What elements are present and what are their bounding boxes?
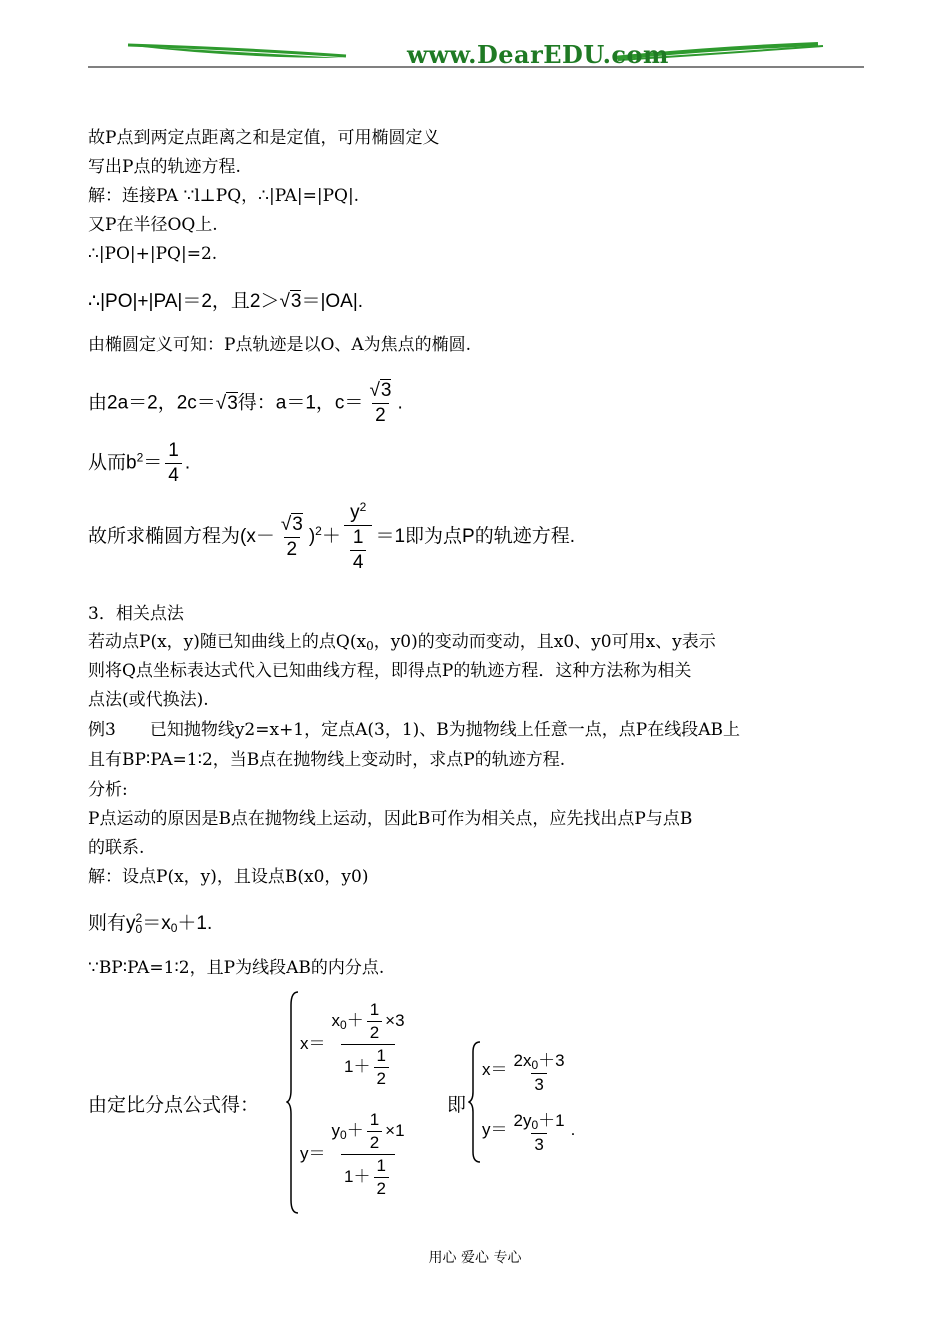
text-line: ∴|PO|+|PQ|=2. bbox=[88, 244, 218, 264]
equation-line: ∴|PO|+|PA|＝2，且2＞√3＝|OA|. bbox=[88, 291, 364, 312]
ji-label: 即 bbox=[447, 1095, 467, 1116]
compound-fraction: $\frac{y^2}{\frac{1}{4}}$ bbox=[344, 500, 373, 574]
fraction: $\frac{1}{4}$ bbox=[165, 440, 182, 487]
result-x: x＝ $\frac{2x_0+3}{3}$ bbox=[482, 1051, 565, 1094]
page-footer: 用心 爱心 专心 bbox=[428, 1250, 522, 1266]
text-line: P点运动的原因是B点在抛物线上运动，因此B可作为相关点，应先找出点P与点B bbox=[88, 809, 693, 829]
text-line: 且有BP∶PA=1∶2，当B点在抛物线上变动时，求点P的轨迹方程. bbox=[88, 750, 566, 770]
text-line: 解：连接PA ∵l⊥PQ，∴|PA|=|PQ|. bbox=[88, 186, 360, 206]
site-header bbox=[88, 36, 864, 70]
site-logo-text[interactable]: www.DearEDU.com bbox=[407, 40, 669, 69]
fraction: $\frac{√3}{2}$ bbox=[369, 380, 392, 426]
formula-label: 由定比分点公式得： bbox=[88, 1095, 260, 1116]
text-line: 故P点到两定点距离之和是定值，可用椭圆定义 bbox=[88, 128, 440, 148]
equation-ellipse: 故所求椭圆方程为(x－ $\frac{√3}{2}$ )$^2$＋ $\frac{y^2}{\frac{1}{4}}$ ＝1即为点P的轨迹方程. bbox=[88, 500, 575, 573]
text-line: 的联系. bbox=[88, 838, 145, 858]
text-line: 若动点P(x，y)随已知曲线上的点$Q(x_0$，y0)的变动而变动，且x0、y0可用x、y表示 bbox=[88, 632, 716, 653]
text-line: 解：设点P(x，y)，且设点B(x0，y0) bbox=[88, 867, 369, 887]
text-line: 由椭圆定义可知：P点轨迹是以O、A为焦点的椭圆. bbox=[88, 335, 472, 355]
text-line: 则将Q点坐标表达式代入已知曲线方程，即得点P的轨迹方程．这种方法称为相关 bbox=[88, 661, 692, 681]
text-line: 点法(或代换法). bbox=[88, 690, 209, 710]
text-line: ∵BP∶PA=1∶2，且P为线段AB的内分点. bbox=[88, 958, 385, 978]
equation-parabola: 则有y 2 0 $=x_0+1$. bbox=[88, 910, 213, 936]
result-y: y＝ $\frac{2y_0+1}{3}$ . bbox=[482, 1111, 576, 1154]
fraction: $\frac{√3}{2}$ bbox=[280, 513, 303, 560]
left-brace-large bbox=[286, 990, 300, 1215]
formula-x: x＝ $x_0+$ $\frac{1}{2}$ ×3 1＋ $\frac{1}{2}$ bbox=[300, 1000, 405, 1088]
text-line: 写出P点的轨迹方程. bbox=[88, 157, 241, 177]
equation-a-c: 由2a＝2，2c＝√3得：a＝1，c＝ $\frac{√3}{2}$ . bbox=[88, 380, 403, 426]
left-brace-small bbox=[468, 1040, 482, 1165]
example-heading: 例3 已知抛物线y2=x+1，定点A(3，1)、B为抛物线上任意一点，点P在线段AB上 bbox=[88, 720, 741, 740]
formula-y: y＝ $y_0+$ $\frac{1}{2}$ ×1 1＋ $\frac{1}{2}$ bbox=[300, 1110, 405, 1198]
section-heading: 3．相关点法 bbox=[88, 604, 184, 624]
equation-b-squared: 从而$b^2=$ $\frac{1}{4}$ . bbox=[88, 440, 191, 486]
text-line: 又P在半径OQ上. bbox=[88, 215, 218, 235]
sqrt: √3 bbox=[279, 291, 302, 312]
text-line: 分析: bbox=[88, 780, 128, 800]
